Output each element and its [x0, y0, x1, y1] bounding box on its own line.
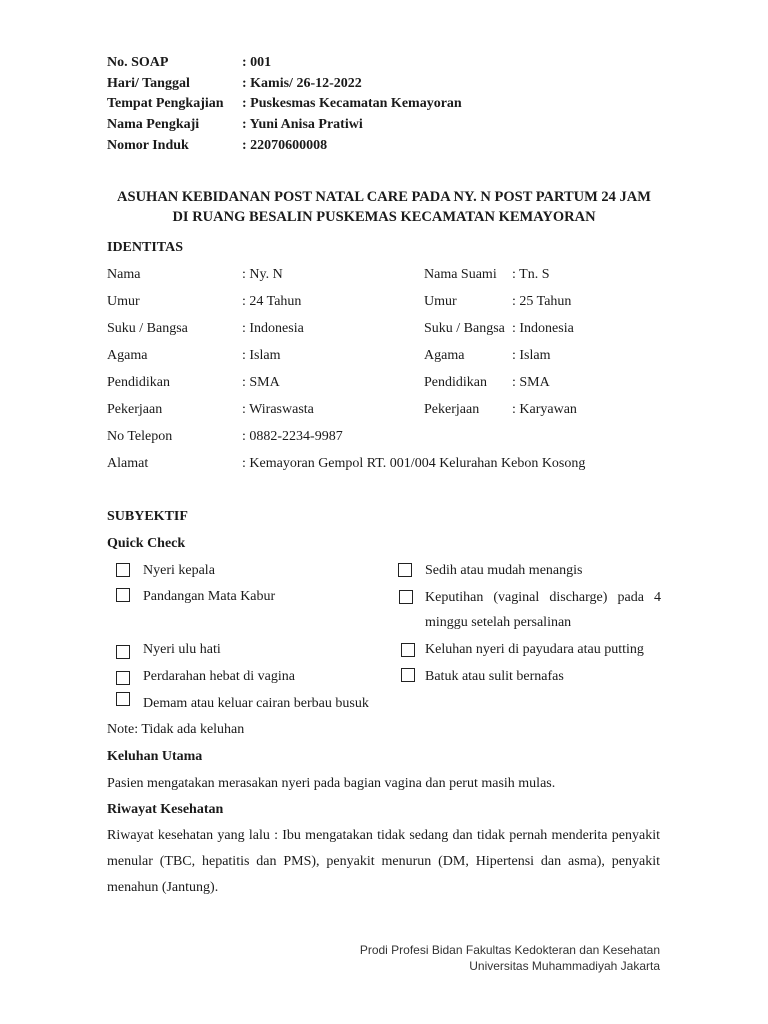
- checkbox-nyeri-ulu-hati[interactable]: [116, 645, 130, 659]
- suku-label: Suku / Bangsa: [107, 321, 188, 336]
- no-soap-value: : 001: [242, 55, 272, 70]
- check-label-nyeri-ulu-hati: Nyeri ulu hati: [143, 642, 221, 657]
- subyektif-heading: SUBYEKTIF: [107, 509, 188, 524]
- checkbox-batuk[interactable]: [401, 668, 415, 682]
- agama-suami-value: : Islam: [512, 348, 551, 363]
- checkbox-perdarahan[interactable]: [116, 671, 130, 685]
- nomor-induk-value: : 22070600008: [242, 138, 328, 153]
- check-label-perdarahan: Perdarahan hebat di vagina: [143, 669, 295, 684]
- checkbox-nyeri-payudara[interactable]: [401, 643, 415, 657]
- check-label-demam: Demam atau keluar cairan berbau busuk: [143, 696, 369, 711]
- quick-check-heading: Quick Check: [107, 536, 186, 551]
- pendidikan-value: : SMA: [242, 375, 280, 390]
- umur-value: : 24 Tahun: [242, 294, 302, 309]
- nama-label: Nama: [107, 267, 141, 282]
- umur-label: Umur: [107, 294, 140, 309]
- telepon-value: : 0882-2234-9987: [242, 429, 343, 444]
- suku-value: : Indonesia: [242, 321, 304, 336]
- agama-value: : Islam: [242, 348, 281, 363]
- pendidikan-suami-value: : SMA: [512, 375, 550, 390]
- checkbox-pandangan-mata-kabur[interactable]: [116, 588, 130, 602]
- pekerjaan-value: : Wiraswasta: [242, 402, 314, 417]
- footer-line1: Prodi Profesi Bidan Fakultas Kedokteran dan Kesehatan: [359, 943, 660, 957]
- telepon-label: No Telepon: [107, 429, 173, 444]
- pekerjaan-suami-value: : Karyawan: [512, 402, 577, 417]
- nama-value: : Ny. N: [242, 267, 283, 282]
- pengkaji-label: Nama Pengkaji: [107, 117, 200, 132]
- nomor-induk-label: Nomor Induk: [107, 138, 189, 153]
- pekerjaan-suami-label: Pekerjaan: [424, 402, 480, 417]
- checkbox-keputihan[interactable]: [399, 590, 413, 604]
- suku-suami-value: : Indonesia: [512, 321, 574, 336]
- check-label-nyeri-kepala: Nyeri kepala: [143, 563, 215, 578]
- checkbox-sedih[interactable]: [398, 563, 412, 577]
- pendidikan-suami-label: Pendidikan: [424, 375, 487, 390]
- keluhan-utama-text: Pasien mengatakan merasakan nyeri pada bagian vagina dan perut masih mulas.: [107, 776, 556, 791]
- suku-suami-label: Suku / Bangsa: [424, 321, 505, 336]
- pendidikan-label: Pendidikan: [107, 375, 170, 390]
- check-label-batuk: Batuk atau sulit bernafas: [425, 669, 564, 684]
- riwayat-kesehatan-text: Riwayat kesehatan yang lalu : Ibu mengatakan tidak sedang dan tidak pernah menderita penyakit menular (TBC, hepatitis dan PMS), penyakit menurun (DM, Hipertensi dan asma), penyakit menahun (Jantung).: [107, 828, 660, 895]
- pekerjaan-label: Pekerjaan: [107, 402, 163, 417]
- checkbox-demam[interactable]: [116, 692, 130, 706]
- tanggal-value: : Kamis/ 26-12-2022: [242, 76, 362, 91]
- check-label-nyeri-payudara: Keluhan nyeri di payudara atau putting: [425, 642, 644, 657]
- document-title-line2: DI RUANG BESALIN PUSKEMAS KECAMATAN KEMAYORAN: [172, 209, 596, 225]
- checkbox-nyeri-kepala[interactable]: [116, 563, 130, 577]
- keluhan-utama-heading: Keluhan Utama: [107, 749, 203, 764]
- check-label-keputihan: Keputihan (vaginal discharge) pada 4: [425, 590, 661, 605]
- nama-suami-label: Nama Suami: [424, 267, 497, 282]
- agama-suami-label: Agama: [424, 348, 465, 363]
- check-label-pandangan-mata-kabur: Pandangan Mata Kabur: [143, 589, 276, 604]
- alamat-label: Alamat: [107, 456, 149, 471]
- pengkaji-value: : Yuni Anisa Pratiwi: [242, 117, 363, 132]
- riwayat-kesehatan-heading: Riwayat Kesehatan: [107, 802, 224, 817]
- tanggal-label: Hari/ Tanggal: [107, 76, 190, 91]
- alamat-value: : Kemayoran Gempol RT. 001/004 Kelurahan Kebon Kosong: [242, 456, 586, 471]
- identitas-heading: IDENTITAS: [107, 240, 183, 255]
- page-footer: [360, 942, 660, 974]
- agama-label: Agama: [107, 348, 148, 363]
- nama-suami-value: : Tn. S: [512, 267, 550, 282]
- tempat-label: Tempat Pengkajian: [107, 96, 224, 111]
- tempat-value: : Puskesmas Kecamatan Kemayoran: [242, 96, 462, 111]
- no-soap-label: No. SOAP: [107, 55, 169, 70]
- umur-suami-value: : 25 Tahun: [512, 294, 572, 309]
- umur-suami-label: Umur: [424, 294, 457, 309]
- footer-line2: Universitas Muhammadiyah Jakarta: [469, 959, 660, 973]
- note-text: Note: Tidak ada keluhan: [107, 722, 245, 737]
- document-title-line1: ASUHAN KEBIDANAN POST NATAL CARE PADA NY. N POST PARTUM 24 JAM: [117, 189, 651, 205]
- check-label-keputihan-cont: minggu setelah persalinan: [425, 615, 572, 630]
- check-label-sedih: Sedih atau mudah menangis: [425, 563, 583, 578]
